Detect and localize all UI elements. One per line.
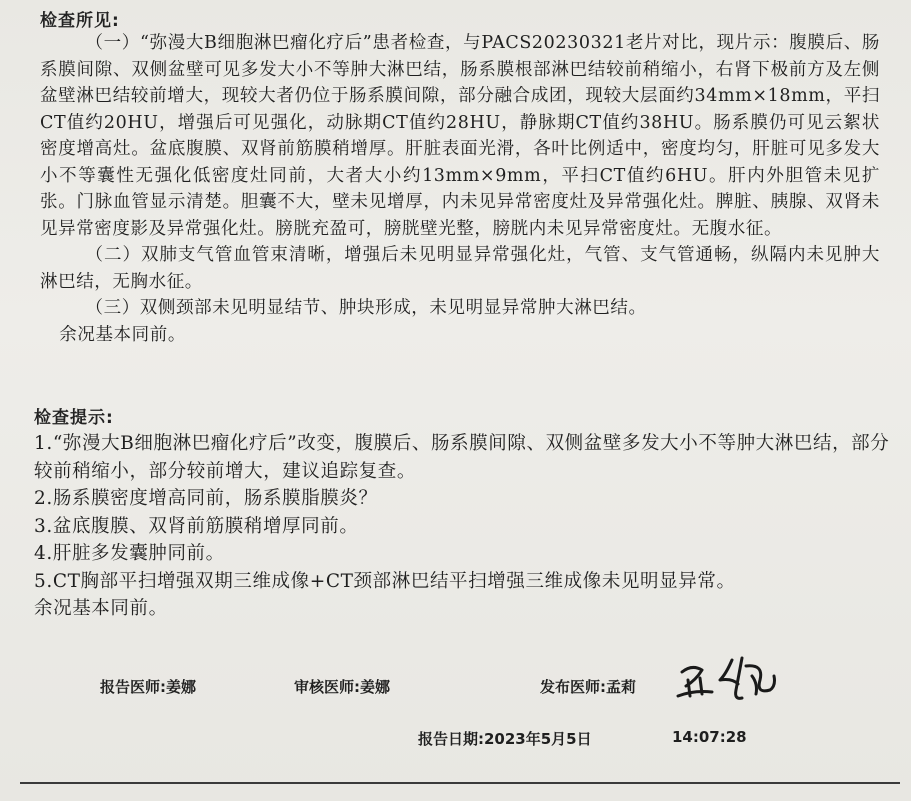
findings-paragraph-4: 余况基本同前。: [59, 324, 186, 345]
findings-heading: 检查所见:: [40, 11, 120, 31]
report-time: 14:07:28: [672, 728, 747, 746]
report-doctor: 报告医师:姜娜: [100, 678, 196, 696]
review-doctor: 审核医师:姜娜: [294, 678, 390, 696]
release-doctor: 发布医师:孟莉: [540, 678, 636, 696]
handwritten-signature: [672, 650, 782, 710]
hint-item-5: 5.CT胸部平扫增强双期三维成像+CT颈部淋巴结平扫增强三维成像未见明显异常。: [34, 570, 736, 592]
hint-item-2: 2.肠系膜密度增高同前，肠系膜脂膜炎？: [34, 488, 378, 509]
findings-paragraph-1: （一）“弥漫大B细胞淋巴瘤化疗后”患者检查，与PACS20230321老片对比，现片示：腹膜后、肠系膜间隙、双侧盆壁可见多发大小不等肿大淋巴结，肠系膜根部淋巴结较前稍缩小，右肾下极前方及左侧盆壁淋巴结较前增大，现较大者仍位于肠系膜间隙，部分融合成团，现较大层面约34mm×18mm，平扫CT值约20HU，增强后可见强化，动脉期CT值约28HU，静脉期CT值约38HU。肠系膜仍可见云絮状密度增高灶。盆底腹膜、双肾前筋膜稍增厚。肝脏表面光滑，各叶比例适中，密度均匀，肝脏可见多发大小不等囊性无强化低密度灶同前，大者大小约13mm×9mm，平扫CT值约6HU。肝内外胆管未见扩张。门脉血管显示清楚。胆囊不大，壁未见增厚，内未见异常密度灶及异常强化灶。脾脏、胰腺、双肾未见异常密度影及异常强化灶。膀胱充盈可，膀胱壁光整，膀胱内未见异常密度灶。无腹水征。: [40, 33, 880, 239]
findings-paragraph-2: （二）双肺支气管血管束清晰，增强后未见明显异常强化灶，气管、支气管通畅，纵隔内未见肿大淋巴结，无胸水征。: [40, 245, 880, 292]
findings-body: [40, 30, 880, 348]
hint-item-4: 4.肝脏多发囊肿同前。: [34, 543, 225, 564]
hint-item-3: 3.盆底腹膜、双肾前筋膜稍增厚同前。: [34, 515, 359, 537]
hints-list: [34, 430, 894, 623]
report-date: 报告日期:2023年5月5日: [418, 730, 592, 748]
hints-heading: 检查提示:: [34, 408, 114, 428]
hint-item-1: 1.“弥漫大B细胞淋巴瘤化疗后”改变，腹膜后、肠系膜间隙、双侧盆壁多发大小不等肿大淋巴结，部分较前稍缩小，部分较前增大，建议追踪复查。: [34, 433, 890, 482]
bottom-divider: [20, 782, 900, 784]
hint-item-6: 余况基本同前。: [34, 598, 168, 619]
findings-paragraph-3: （三）双侧颈部未见明显结节、肿块形成，未见明显异常肿大淋巴结。: [85, 298, 647, 318]
